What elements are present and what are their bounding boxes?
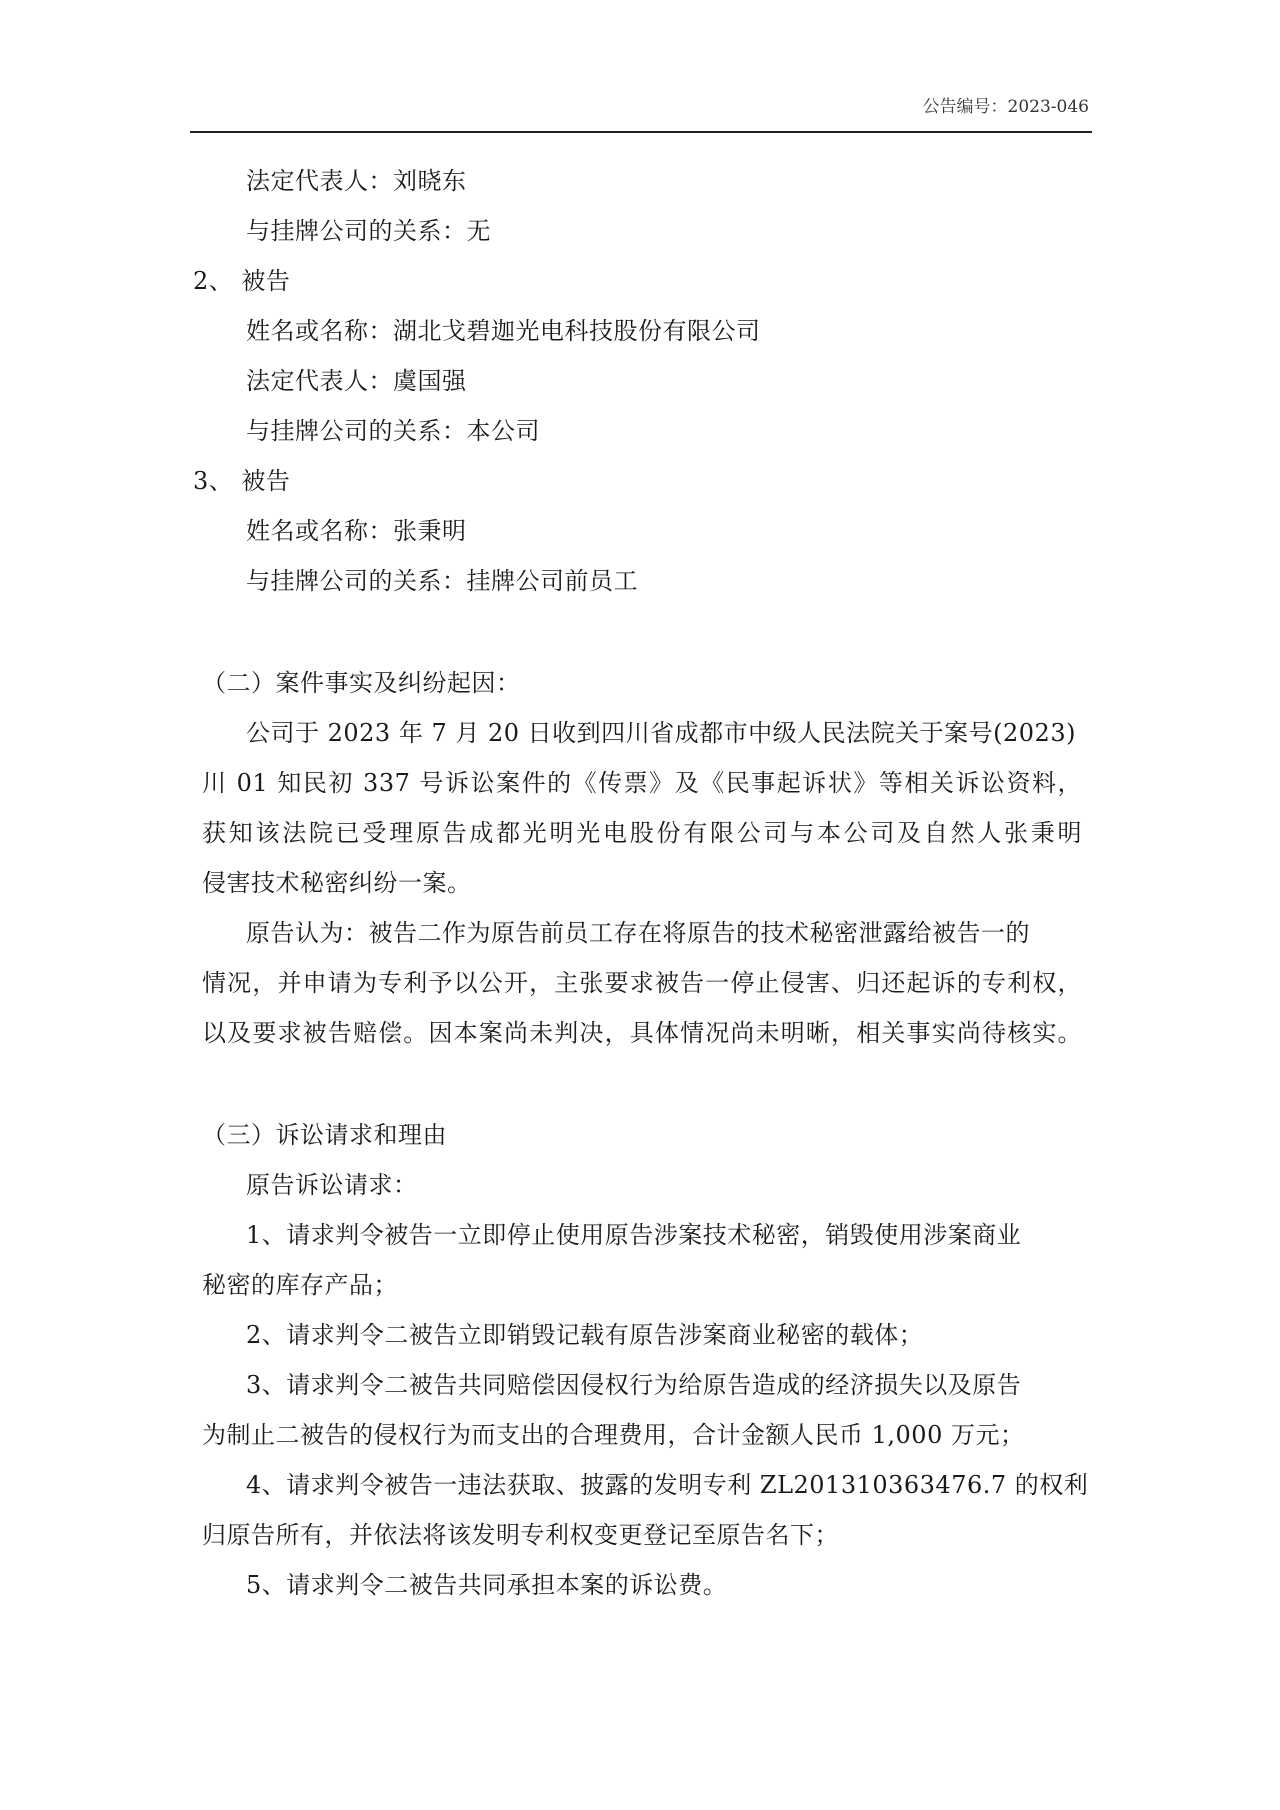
facts-heading: （二）案件事实及纠纷起因：	[202, 669, 521, 697]
claim-3-line: 为制止二被告的侵权行为而支出的合理费用，合计金额人民币 1,000 万元；	[202, 1421, 1025, 1449]
defendant-3-heading: 3、 被告	[193, 467, 291, 495]
facts-para1-line: 公司于 2023 年 7 月 20 日收到四川省成都市中级人民法院关于案号(2023)	[246, 719, 1076, 747]
facts-para1-line: 川 01 知民初 337 号诉讼案件的《传票》及《民事起诉状》等相关诉讼资料，	[202, 769, 1082, 797]
announcement-number: 公告编号：2023-046	[922, 97, 1089, 117]
claim-4-line: 归原告所有，并依法将该发明专利权变更登记至原告名下；	[202, 1521, 839, 1549]
plaintiff-legal-rep: 法定代表人：刘晓东	[246, 167, 467, 195]
claim-1-line: 秘密的库存产品；	[202, 1271, 398, 1299]
facts-para2-line: 原告认为：被告二作为原告前员工存在将原告的技术秘密泄露给被告一的	[246, 919, 1030, 947]
facts-para1-line: 获知该法院已受理原告成都光明光电股份有限公司与本公司及自然人张秉明	[202, 819, 1082, 847]
facts-para1-line: 侵害技术秘密纠纷一案。	[202, 869, 472, 897]
defendant-3-relation: 与挂牌公司的关系：挂牌公司前员工	[246, 567, 638, 595]
defendant-2-heading: 2、 被告	[193, 267, 291, 295]
claims-heading: （三）诉讼请求和理由	[202, 1121, 447, 1149]
claim-2-line: 2、请求判令二被告立即销毁记载有原告涉案商业秘密的载体；	[246, 1321, 924, 1349]
claim-4-line: 4、请求判令被告一违法获取、披露的发明专利 ZL201310363476.7 的权利	[246, 1471, 1089, 1499]
facts-para2-line: 情况，并申请为专利予以公开，主张要求被告一停止侵害、归还起诉的专利权，	[202, 969, 1082, 997]
defendant-2-name: 姓名或名称：湖北戈碧迦光电科技股份有限公司	[246, 317, 761, 345]
claims-intro: 原告诉讼请求：	[246, 1171, 418, 1199]
defendant-2-legal-rep: 法定代表人：虞国强	[246, 367, 467, 395]
facts-para2-line: 以及要求被告赔偿。因本案尚未判决，具体情况尚未明晰，相关事实尚待核实。	[202, 1019, 1082, 1047]
claim-5-line: 5、请求判令二被告共同承担本案的诉讼费。	[246, 1571, 728, 1599]
claim-1-line: 1、请求判令被告一立即停止使用原告涉案技术秘密，销毁使用涉案商业	[246, 1221, 1022, 1249]
plaintiff-relation: 与挂牌公司的关系：无	[246, 217, 491, 245]
defendant-2-relation: 与挂牌公司的关系：本公司	[246, 417, 540, 445]
defendant-3-name: 姓名或名称：张秉明	[246, 517, 467, 545]
claim-3-line: 3、请求判令二被告共同赔偿因侵权行为给原告造成的经济损失以及原告	[246, 1371, 1022, 1399]
